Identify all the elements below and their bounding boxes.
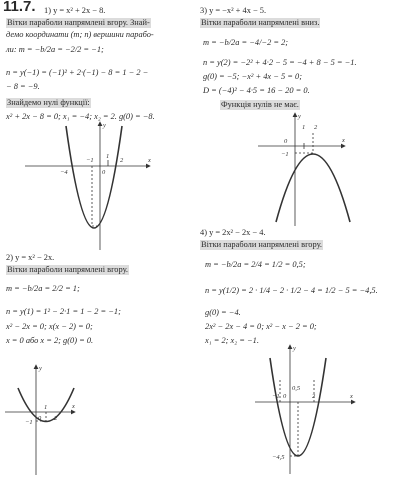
graph-1-y-label: y (103, 122, 106, 129)
task-4-roots: x₁ = 2; x₂ = −1. (205, 336, 259, 345)
graph-1-x-label: x (148, 157, 151, 164)
graph-2-y-label: y (39, 365, 42, 372)
task-3-no-zeros: Функція нулів не має. (221, 100, 299, 109)
task-1-zeros-heading: Знайдемо нулі функції: (7, 98, 90, 107)
graph-4-y-label: y (293, 345, 296, 352)
graph-4-tick-neg1: −1 (272, 393, 280, 400)
graph-1-origin: 0 (102, 169, 106, 176)
task-2-equation: 2) y = x² − 2x. (6, 253, 55, 262)
task-1-branches: Вітки параболи напрямлені вгору. Знай- (7, 18, 150, 27)
graph-1-tick-2: 2 (120, 157, 124, 164)
graph-2-tick-neg1: −1 (25, 419, 33, 426)
task-4-n: n = y(1/2) = 2 · 1/4 − 2 · 1/2 − 4 = 1/2 − 5 = −4,5. (205, 286, 378, 295)
graph-4-tick-2: 2 (312, 393, 316, 400)
graph-2-x-label: x (72, 403, 75, 410)
graph-1-tick-neg4: −4 (60, 169, 68, 176)
graph-4-tick-05: 0,5 (292, 385, 301, 392)
graph-3-tick-neg1: −1 (281, 151, 289, 158)
graph-1-parabola (66, 126, 122, 228)
task-2-zeros: x² − 2x = 0; x(x − 2) = 0; (6, 322, 93, 331)
graph-1-tick-neg1: −1 (86, 157, 94, 164)
graph-2-tick-1: 1 (44, 404, 48, 411)
task-3-branches: Вітки параболи напрямлені вниз. (201, 18, 320, 27)
task-2-roots: x = 0 або x = 2; g(0) = 0. (6, 336, 94, 345)
task-1-equation: 1) y = x² + 2x − 8. (44, 6, 106, 15)
task-2-branches: Вітки параболи напрямлені вгору. (7, 265, 129, 274)
task-1-vertex-text: демо координати (m; n) вершини парабо- (6, 30, 154, 39)
graph-3-origin: 0 (284, 138, 288, 145)
task-4-branches: Вітки параболи напрямлені вгору. (201, 240, 323, 249)
task-1-n-cont: − 8 = −9. (6, 82, 40, 91)
graph-4-tick-neg45: −4,5 (272, 454, 285, 461)
graph-3-parabola (276, 154, 350, 222)
graph-3-tick-1: 1 (302, 124, 306, 131)
task-1-m: ли: m = −b/2a = −2/2 = −1; (6, 45, 104, 54)
graph-3-tick-2: 2 (314, 124, 318, 131)
task-4-zeros: 2x² − 2x − 4 = 0; x² − x − 2 = 0; (205, 322, 317, 331)
problem-number: 11.7. (3, 0, 36, 15)
graph-3-x-label: x (342, 137, 345, 144)
task-4-g0: g(0) = −4. (205, 308, 241, 317)
task-2-m: m = −b/2a = 2/2 = 1; (6, 284, 80, 293)
graph-1-tick-1: 1 (106, 153, 110, 160)
graph-2-origin: 0 (38, 415, 42, 422)
task-3-n: n = y(2) = −2² + 4·2 − 5 = −4 + 8 − 5 = −1. (203, 58, 357, 67)
graph-4-origin: 0 (283, 393, 287, 400)
graph-3-y-label: y (298, 113, 301, 120)
graph-2-tick-2: 2 (54, 415, 58, 422)
task-2-n: n = y(1) = 1² − 2·1 = 1 − 2 = −1; (6, 307, 121, 316)
task-1-n: n = y(−1) = (−1)² + 2·(−1) − 8 = 1 − 2 − (6, 68, 149, 77)
graph-4-x-label: x (350, 393, 353, 400)
task-1-zeros: x² + 2x − 8 = 0; x₁ = −4; x₂ = 2. g(0) = −8. (6, 112, 155, 121)
task-3-equation: 3) y = −x² + 4x − 5. (200, 6, 267, 15)
task-4-m: m = −b/2a = 2/4 = 1/2 = 0,5; (205, 260, 306, 269)
task-3-g0: g(0) = −5; −x² + 4x − 5 = 0; (203, 72, 302, 81)
task-3-discriminant: D = (−4)² − 4·5 = 16 − 20 = 0. (203, 86, 310, 95)
task-4-equation: 4) y = 2x² − 2x − 4. (200, 228, 266, 237)
task-3-m: m = −b/2a = −4/−2 = 2; (203, 38, 289, 47)
